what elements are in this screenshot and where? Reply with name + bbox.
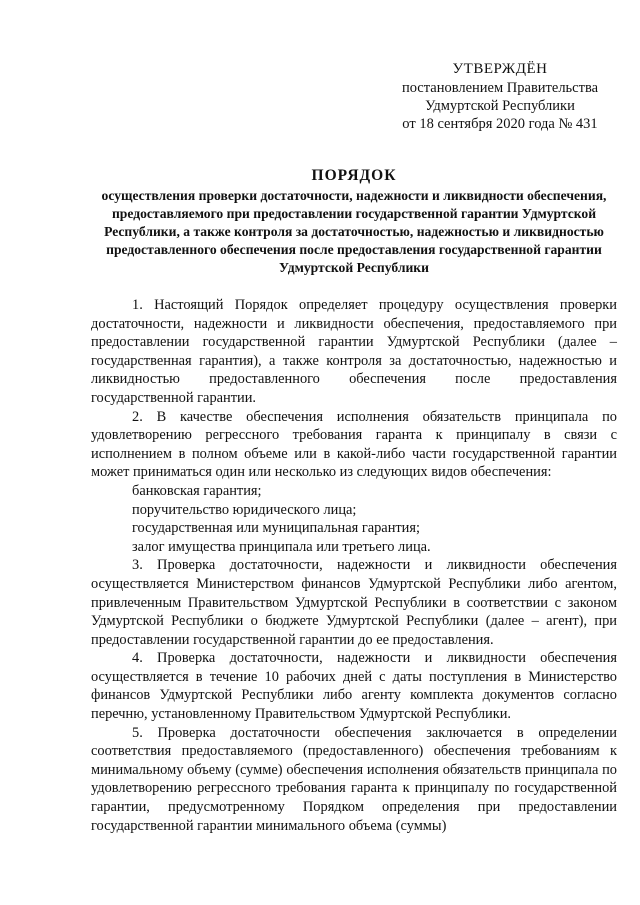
document-title-block [88,166,620,277]
document-body [91,296,617,835]
list-item: поручительство юридического лица; [132,501,357,518]
list-item: залог имущества принципала или третьего лица. [132,538,431,555]
approval-heading: УТВЕРЖДЁН [452,61,548,77]
list-item: государственная или муниципальная гарантия; [132,520,421,537]
paragraph-3: 3. Проверка достаточности, надежности и ликвидности обеспечения осуществляется Министерством финансов Удмуртской Республики либо агентом, привлеченным Правительством Удмуртской Республики в соответствии с законом Удмуртской Республики о бюджете Удмуртской Республики (далее – агент), при предоставлении государственной гарантии до ее предоставления. [91,557,617,648]
paragraph-2: 2. В качестве обеспечения исполнения обязательств принципала по удовлетворению регрессного требования гаранта к принципалу в связи с исполнением в полном объеме или в какой-либо части государственной гарантии может приниматься один или несколько из следующих видов обеспечения: [91,408,617,481]
paragraph-1: 1. Настоящий Порядок определяет процедуру осуществления проверки достаточности, надежности и ликвидности обеспечения, предоставляемого при предоставлении государственной гарантии Удмуртской Республики (далее – государственная гарантия), а также контроля за достаточностью, надежностью и ликвидностью предоставленного обеспечения после предоставления государственной гарантии. [91,297,617,406]
paragraph-4: 4. Проверка достаточности, надежности и ликвидности обеспечения осуществляется в течение 10 рабочих дней с даты поступления в Министерство финансов Удмуртской Республики либо агенту комплекта документов согласно перечню, установленному Правительством Удмуртской Республики. [91,650,617,723]
approval-line: от 18 сентября 2020 года № 431 [402,116,598,132]
approval-stamp [380,60,620,133]
document-title: ПОРЯДОК [311,167,397,184]
document-subtitle: осуществления проверки достаточности, надежности и ликвидности обеспечения, предоставляемого при предоставлении государственной гарантии Удмуртской Республики, а также контроля за достаточностью, надежностью и ликвидностью предоставленного обеспечения после предоставления государственной гарантии Удмуртской Республики [101,188,607,275]
list-item: банковская гарантия; [132,482,262,499]
paragraph-5: 5. Проверка достаточности обеспечения заключается в определении соответствия предоставляемого (предоставленного) обеспечения требованиям к минимальному объему (сумме) обеспечения исполнения обязательств принципала по удовлетворению регрессного требования гаранта к принципалу по государственной гарантии, предусмотренному Порядком определения при предоставлении государственной гарантии минимального объема (суммы) [91,724,617,834]
approval-line: постановлением Правительства [401,80,599,96]
approval-line: Удмуртской Республики [425,98,575,114]
